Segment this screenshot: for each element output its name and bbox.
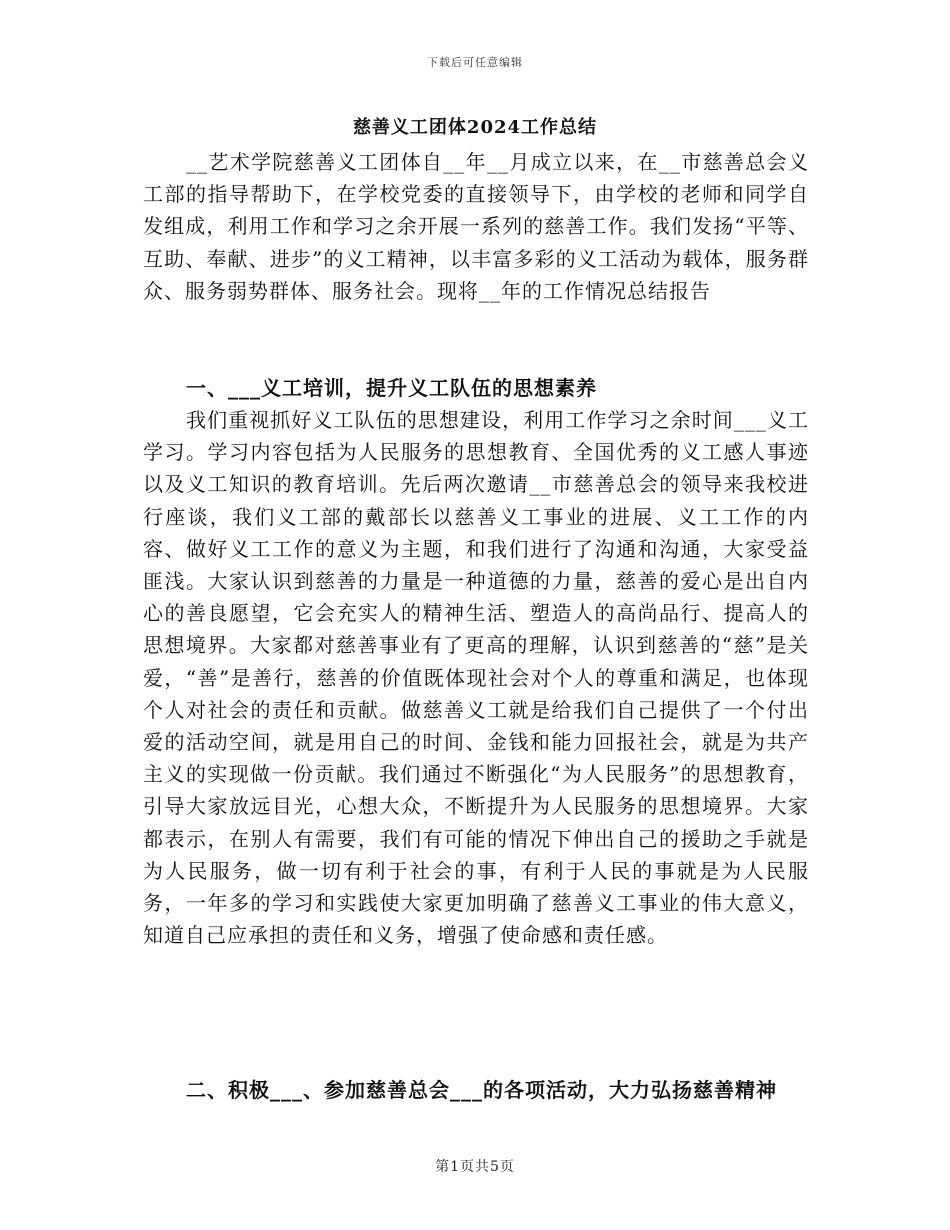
header-note: 下载后可任意编辑 xyxy=(427,56,523,69)
intro-paragraph: __艺术学院慈善义工团体自__年__月成立以来，在__市慈善总会义工部的指导帮助下，在学校党委的直接领导下，由学校的老师和同学自发组成，利用工作和学习之余开展一系列的慈善工作。我们发扬“平等、互助、奉献、进步”的义工精神，以丰富多彩的义工活动为载体，服务群众、服务弱势群体、服务社会。现将__年的工作情况总结报告 xyxy=(143,150,809,303)
page-footer: 第1页共5页 xyxy=(435,1159,515,1175)
section-heading-1: 一、___义工培训，提升义工队伍的思想素养 xyxy=(186,376,597,400)
section1-paragraph: 我们重视抓好义工队伍的思想建设，利用工作学习之余时间___义工学习。学习内容包括为人民服务的思想教育、全国优秀的义工感人事迹以及义工知识的教育培训。先后两次邀请__市慈善总会的领导来我校进行座谈，我们义工部的戴部长以慈善义工事业的进展、义工工作的内容、做好义工工作的意义为主题，和我们进行了沟通和沟通，大家受益匪浅。大家认识到慈善的力量是一种道德的力量，慈善的爱心是出自内心的善良愿望，它会充实人的精神生活、塑造人的高尚品行、提高人的思想境界。大家都对慈善事业有了更高的理解，认识到慈善的“慈”是关爱，“善”是善行，慈善的价值既体现社会对个人的尊重和满足，也体现个人对社会的责任和贡献。做慈善义工就是给我们自己提供了一个付出爱的活动空间，就是用自己的时间、金钱和能力回报社会，就是为共产主义的实现做一份贡献。我们通过不断强化“为人民服务”的思想教育，引导大家放远目光，心想大众，不断提升为人民服务的思想境界。大家都表示，在别人有需要，我们有可能的情况下伸出自己的援助之手就是为人民服务，做一切有利于社会的事，有利于人民的事就是为人民服务，一年多的学习和实践使大家更加明确了慈善义工事业的伟大意义，知道自己应承担的责任和义务，增强了使命感和责任感。 xyxy=(143,408,809,948)
document-title: 慈善义工团体2024工作总结 xyxy=(352,117,598,138)
section-heading-2: 二、积极___、参加慈善总会___的各项活动，大力弘扬慈善精神 xyxy=(186,1078,777,1102)
